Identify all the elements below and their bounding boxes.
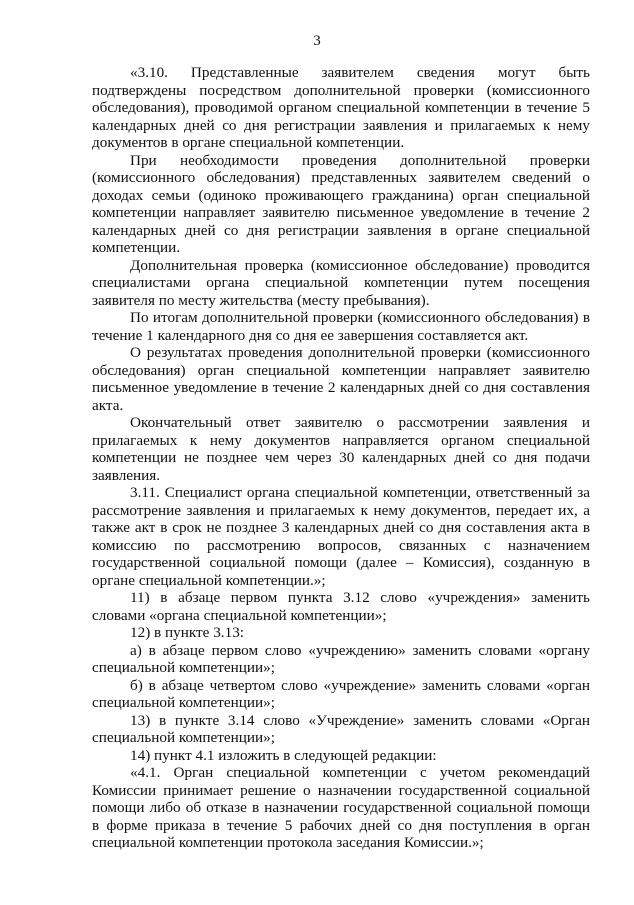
list-item-11: 11) в абзаце первом пункта 3.12 слово «учреждения» заменить словами «органа специальной компетенции»; <box>92 589 590 624</box>
list-item-12a: а) в абзаце первом слово «учреждению» заменить словами «органу специальной компетенции»; <box>92 641 590 676</box>
paragraph-additional-check: Дополнительная проверка (комиссионное обследование) проводится специалистами органа специальной компетенции путем посещения заявителя по месту жительства (месту пребывания). <box>92 256 590 309</box>
paragraph-act-results: По итогам дополнительной проверки (комиссионного обследования) в течение 1 календарного дня со дня ее завершения составляется акт. <box>92 309 590 344</box>
paragraph-4-1: «4.1. Орган специальной компетенции с учетом рекомендаций Комиссии принимает решение о назначении государственной социальной помощи либо об отказе в назначении государственной социальной помощи в форме приказа в течение 5 рабочих дней со дня поступления в орган специальной компетенции протокола заседания Комиссии.»; <box>92 764 590 851</box>
paragraph-notification-need: При необходимости проведения дополнительной проверки (комиссионного обследования) представленных заявителем сведений о доходах семьи (одиноко проживающего гражданина) орган специальной компетенции направляет заявителю письменное уведомление в течение 2 календарных дней со дня регистрации заявления в органе специальной компетенции. <box>92 151 590 256</box>
document-body <box>92 64 590 852</box>
list-item-12: 12) в пункте 3.13: <box>130 624 245 641</box>
page-number: 3 <box>313 33 321 49</box>
list-item-12b: б) в абзаце четвертом слово «учреждение» заменить словами «орган специальной компетенции»; <box>92 676 590 711</box>
paragraph-3-11: 3.11. Специалист органа специальной компетенции, ответственный за рассмотрение заявления и прилагаемых к нему документов, передает их, а также акт в срок не позднее 3 календарных дней со дня составления акта в комиссию по рассмотрению вопросов, связанных с назначением государственной социальной помощи (далее – Комиссия), созданную в органе специальной компетенции.»; <box>92 484 590 589</box>
paragraph-3-10: «3.10. Представленные заявителем сведения могут быть подтверждены посредством дополнительной проверки (комиссионного обследования), проводимой органом специальной компетенции в течение 5 календарных дней со дня регистрации заявления и прилагаемых к нему документов в органе специальной компетенции. <box>92 64 590 151</box>
list-item-13: 13) в пункте 3.14 слово «Учреждение» заменить словами «Орган специальной компетенции»; <box>92 711 590 746</box>
paragraph-final-answer: Окончательный ответ заявителю о рассмотрении заявления и прилагаемых к нему документов направляется органом специальной компетенции не позднее чем через 30 календарных дней со дня подачи заявления. <box>92 414 590 484</box>
paragraph-results-notification: О результатах проведения дополнительной проверки (комиссионного обследования) орган специальной компетенции направляет заявителю письменное уведомление в течение 2 календарных дней со дня составления акта. <box>92 344 590 414</box>
list-item-14: 14) пункт 4.1 изложить в следующей редакции: <box>130 746 437 764</box>
